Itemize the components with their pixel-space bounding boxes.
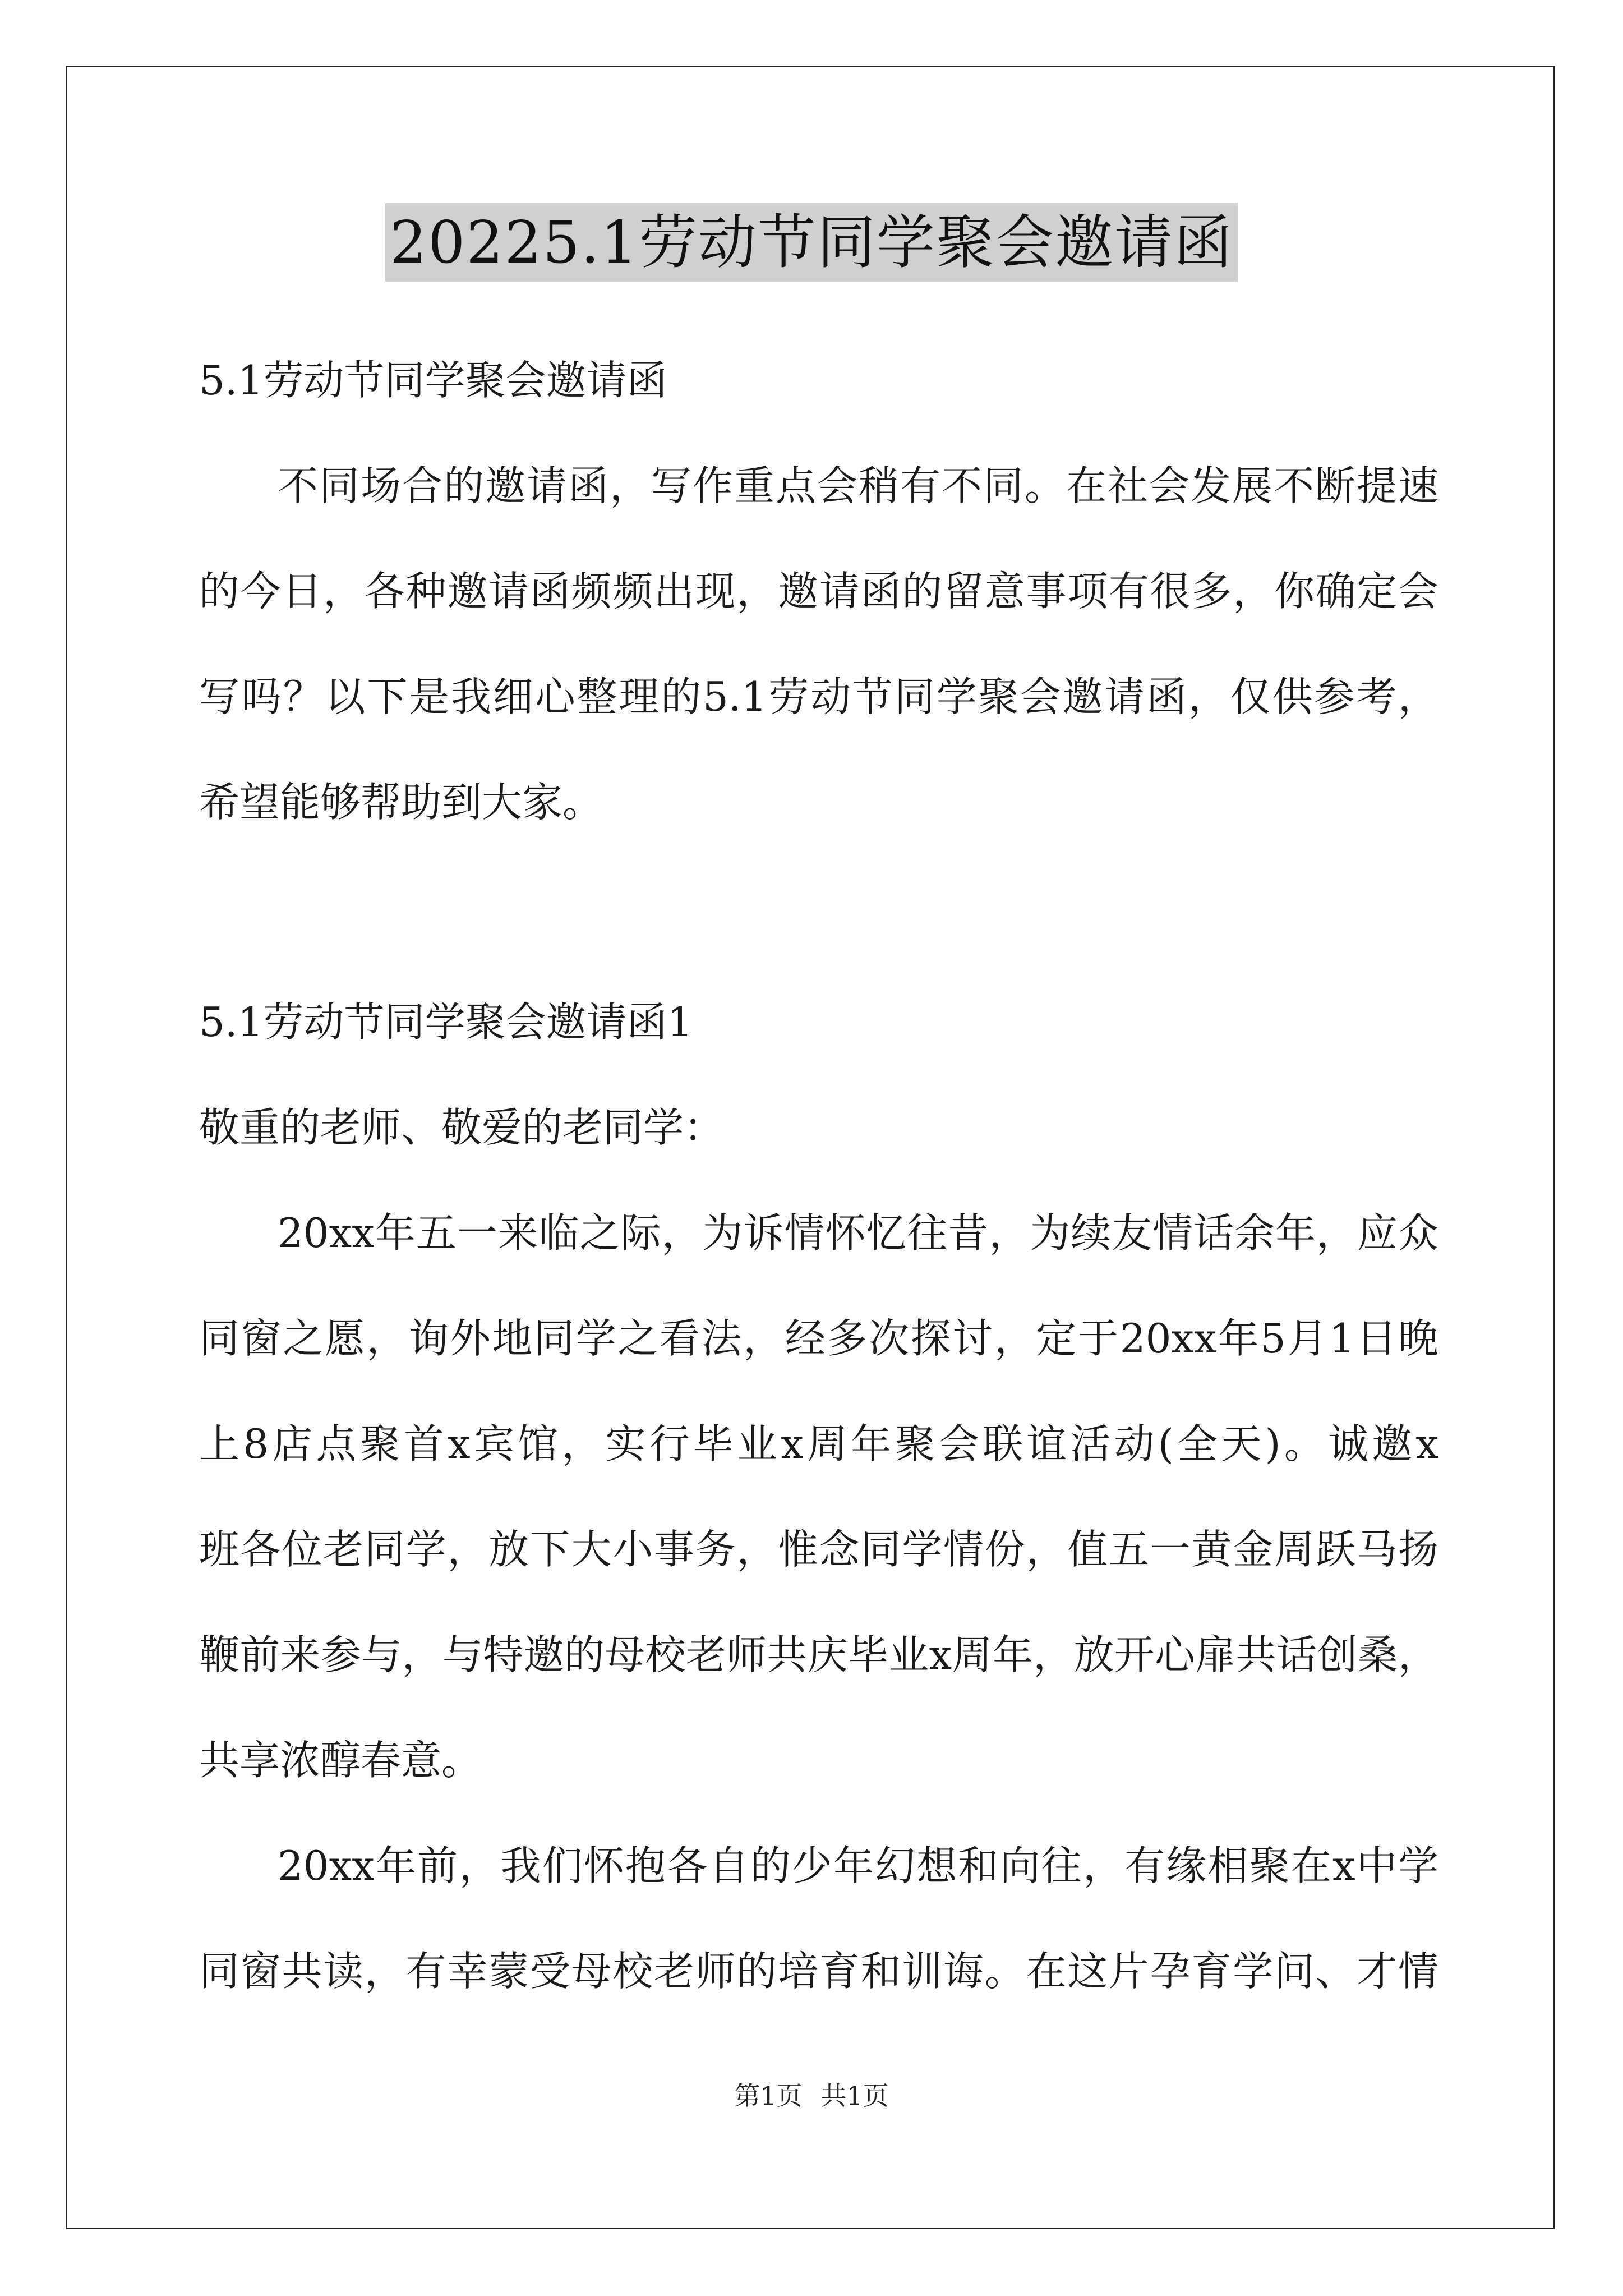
intro-line: 不同场合的邀请函，写作重点会稍有不同。在社会发展不断提速 bbox=[278, 462, 1438, 509]
paragraph-line: 班各位老同学，放下大小事务，惟念同学情份，值五一黄金周跃马扬 bbox=[199, 1526, 1438, 1573]
paragraph-line: 同窗之愿，询外地同学之看法，经多次探讨，定于20xx年5月1日晚 bbox=[199, 1315, 1438, 1362]
page-number: 第1页 bbox=[734, 2081, 803, 2111]
paragraph-line: 20xx年五一来临之际，为诉情怀忆往昔，为续友情话余年，应众 bbox=[278, 1209, 1438, 1257]
page-total: 共1页 bbox=[820, 2081, 889, 2111]
paragraph-line: 共享浓醇春意。 bbox=[199, 1737, 482, 1784]
intro-line: 写吗？以下是我细心整理的5.1劳动节同学聚会邀请函，仅供参考， bbox=[199, 673, 1438, 720]
paragraph-line: 上8店点聚首x宾馆，实行毕业x周年聚会联谊活动(全天)。诚邀x bbox=[199, 1420, 1438, 1467]
paragraph-line: 同窗共读，有幸蒙受母校老师的培育和训诲。在这片孕育学问、才情 bbox=[199, 1948, 1438, 1995]
paragraph-line: 鞭前来参与，与特邀的母校老师共庆毕业x周年，放开心扉共话创桑， bbox=[199, 1631, 1438, 1678]
intro-line: 的今日，各种邀请函频频出现，邀请函的留意事项有很多，你确定会 bbox=[199, 568, 1438, 615]
salutation: 敬重的老师、敬爱的老同学： bbox=[199, 1104, 725, 1151]
title-container bbox=[0, 203, 1623, 282]
page-footer bbox=[0, 2079, 1623, 2113]
intro-line: 希望能够帮助到大家。 bbox=[199, 779, 603, 826]
section-heading: 5.1劳动节同学聚会邀请函1 bbox=[199, 999, 693, 1046]
page-title: 20225.1劳动节同学聚会邀请函 bbox=[385, 203, 1238, 282]
subtitle: 5.1劳动节同学聚会邀请函 bbox=[199, 357, 667, 404]
paragraph-line: 20xx年前，我们怀抱各自的少年幻想和向往，有缘相聚在x中学 bbox=[278, 1842, 1438, 1889]
